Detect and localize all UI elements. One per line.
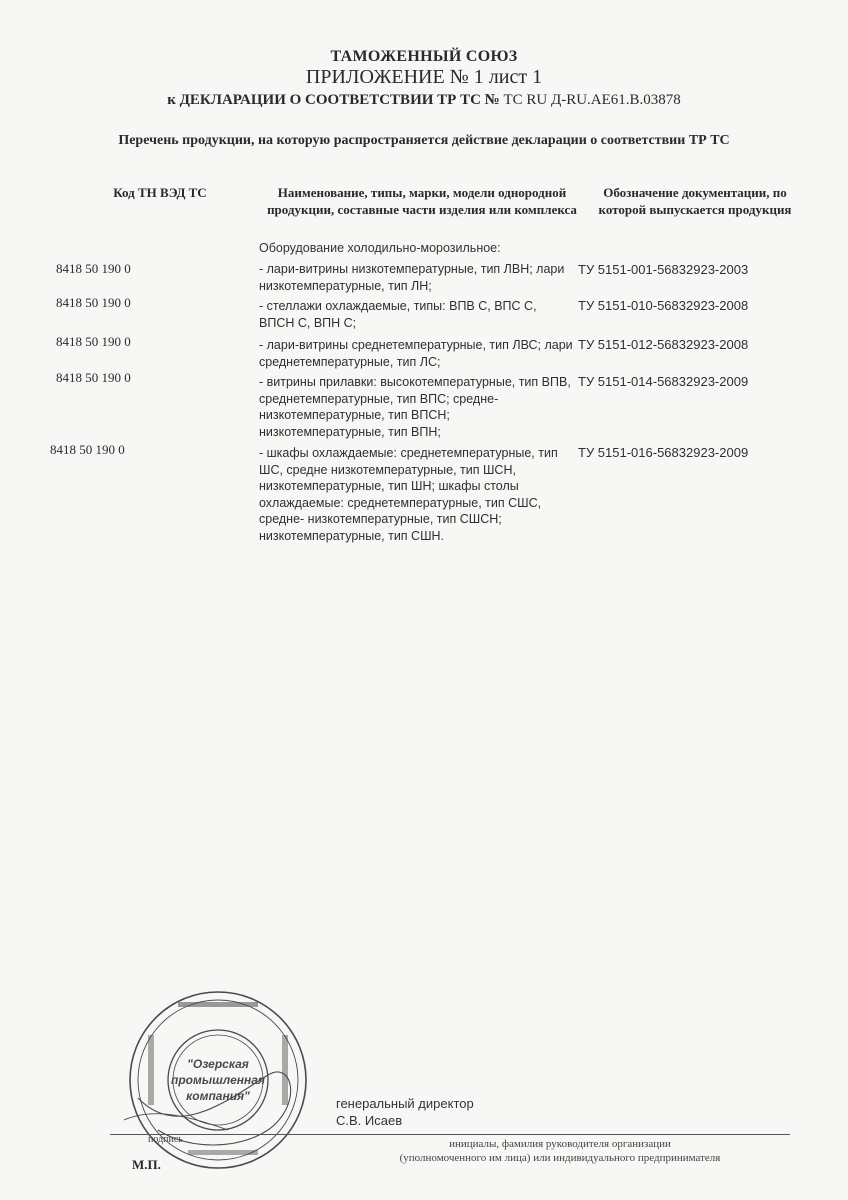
row-doc: ТУ 5151-001-56832923-2003 bbox=[578, 262, 749, 277]
declaration-line bbox=[0, 92, 848, 109]
signature-line bbox=[110, 1134, 330, 1135]
appendix-title: ПРИЛОЖЕНИЕ № 1 лист 1 bbox=[305, 66, 543, 88]
column-header-name: Наименование, типы, марки, модели однородной продукции, составные части изделия или комплекса bbox=[267, 185, 577, 217]
row-doc: ТУ 5151-010-56832923-2008 bbox=[578, 298, 749, 313]
seal-text-line-1: "Озерская bbox=[187, 1057, 249, 1071]
row-code: 8418 50 190 0 bbox=[56, 295, 131, 310]
signature-caption: подпись bbox=[148, 1134, 183, 1145]
declaration-prefix: к ДЕКЛАРАЦИИ О СООТВЕТСТВИИ ТР ТС № bbox=[167, 92, 500, 108]
row-doc: ТУ 5151-016-56832923-2009 bbox=[578, 445, 749, 460]
row-doc: ТУ 5151-012-56832923-2008 bbox=[578, 337, 749, 352]
column-header-code: Код ТН ВЭД ТС bbox=[113, 185, 207, 200]
row-code: 8418 50 190 0 bbox=[50, 442, 125, 457]
row-name: - лари-витрины низкотемпературные, тип ЛВН; лари низкотемпературные, тип ЛН; bbox=[259, 262, 565, 293]
product-group-intro: Оборудование холодильно-морозильное: bbox=[259, 241, 501, 255]
declaration-number: ТС RU Д-RU.AE61.B.03878 bbox=[503, 92, 681, 108]
row-code: 8418 50 190 0 bbox=[56, 370, 131, 385]
row-code: 8418 50 190 0 bbox=[56, 261, 131, 276]
name-line bbox=[330, 1134, 790, 1135]
row-doc: ТУ 5151-014-56832923-2009 bbox=[578, 374, 749, 389]
signatory-role: генеральный директор bbox=[336, 1096, 474, 1111]
name-caption-line-2: (уполномоченного им лица) или индивидуального предпринимателя bbox=[399, 1152, 721, 1164]
row-name: - витрины прилавки: высокотемпературные, тип ВПВ, среднетемпературные, тип ВПС; средне-низкотемпературные, тип ВПСН; низкотемпературные, тип ВПН; bbox=[259, 375, 571, 439]
row-code: 8418 50 190 0 bbox=[56, 334, 131, 349]
signatory-name: С.В. Исаев bbox=[336, 1113, 403, 1128]
list-subtitle: Перечень продукции, на которую распространяется действие декларации о соответствии ТР ТС bbox=[118, 133, 730, 148]
row-name: - лари-витрины среднетемпературные, тип ЛВС; лари среднетемпературные, тип ЛС; bbox=[259, 338, 573, 369]
seal-text-line-2: промышленная bbox=[170, 1073, 266, 1087]
column-header-doc: Обозначение документации, по которой выпускается продукция bbox=[598, 185, 792, 217]
company-seal bbox=[118, 980, 318, 1180]
seal-place-label: М.П. bbox=[132, 1157, 161, 1172]
row-name: - шкафы охлаждаемые: среднетемпературные, тип ШС, средне низкотемпературные, тип ШСН, низкотемпературные, тип ШН; шкафы столы охлаждаемые: среднетемпературные, тип СШС, средне- низкотемпературные, тип СШСН; низкотемпературные, тип СШН. bbox=[259, 446, 558, 543]
name-caption-line-1: инициалы, фамилия руководителя организации bbox=[449, 1138, 671, 1150]
union-title: ТАМОЖЕННЫЙ СОЮЗ bbox=[330, 48, 518, 65]
row-name: - стеллажи охлаждаемые, типы: ВПВ С, ВПС С, ВПСН С, ВПН С; bbox=[259, 299, 537, 330]
seal-text-line-3: компания" bbox=[186, 1089, 250, 1103]
